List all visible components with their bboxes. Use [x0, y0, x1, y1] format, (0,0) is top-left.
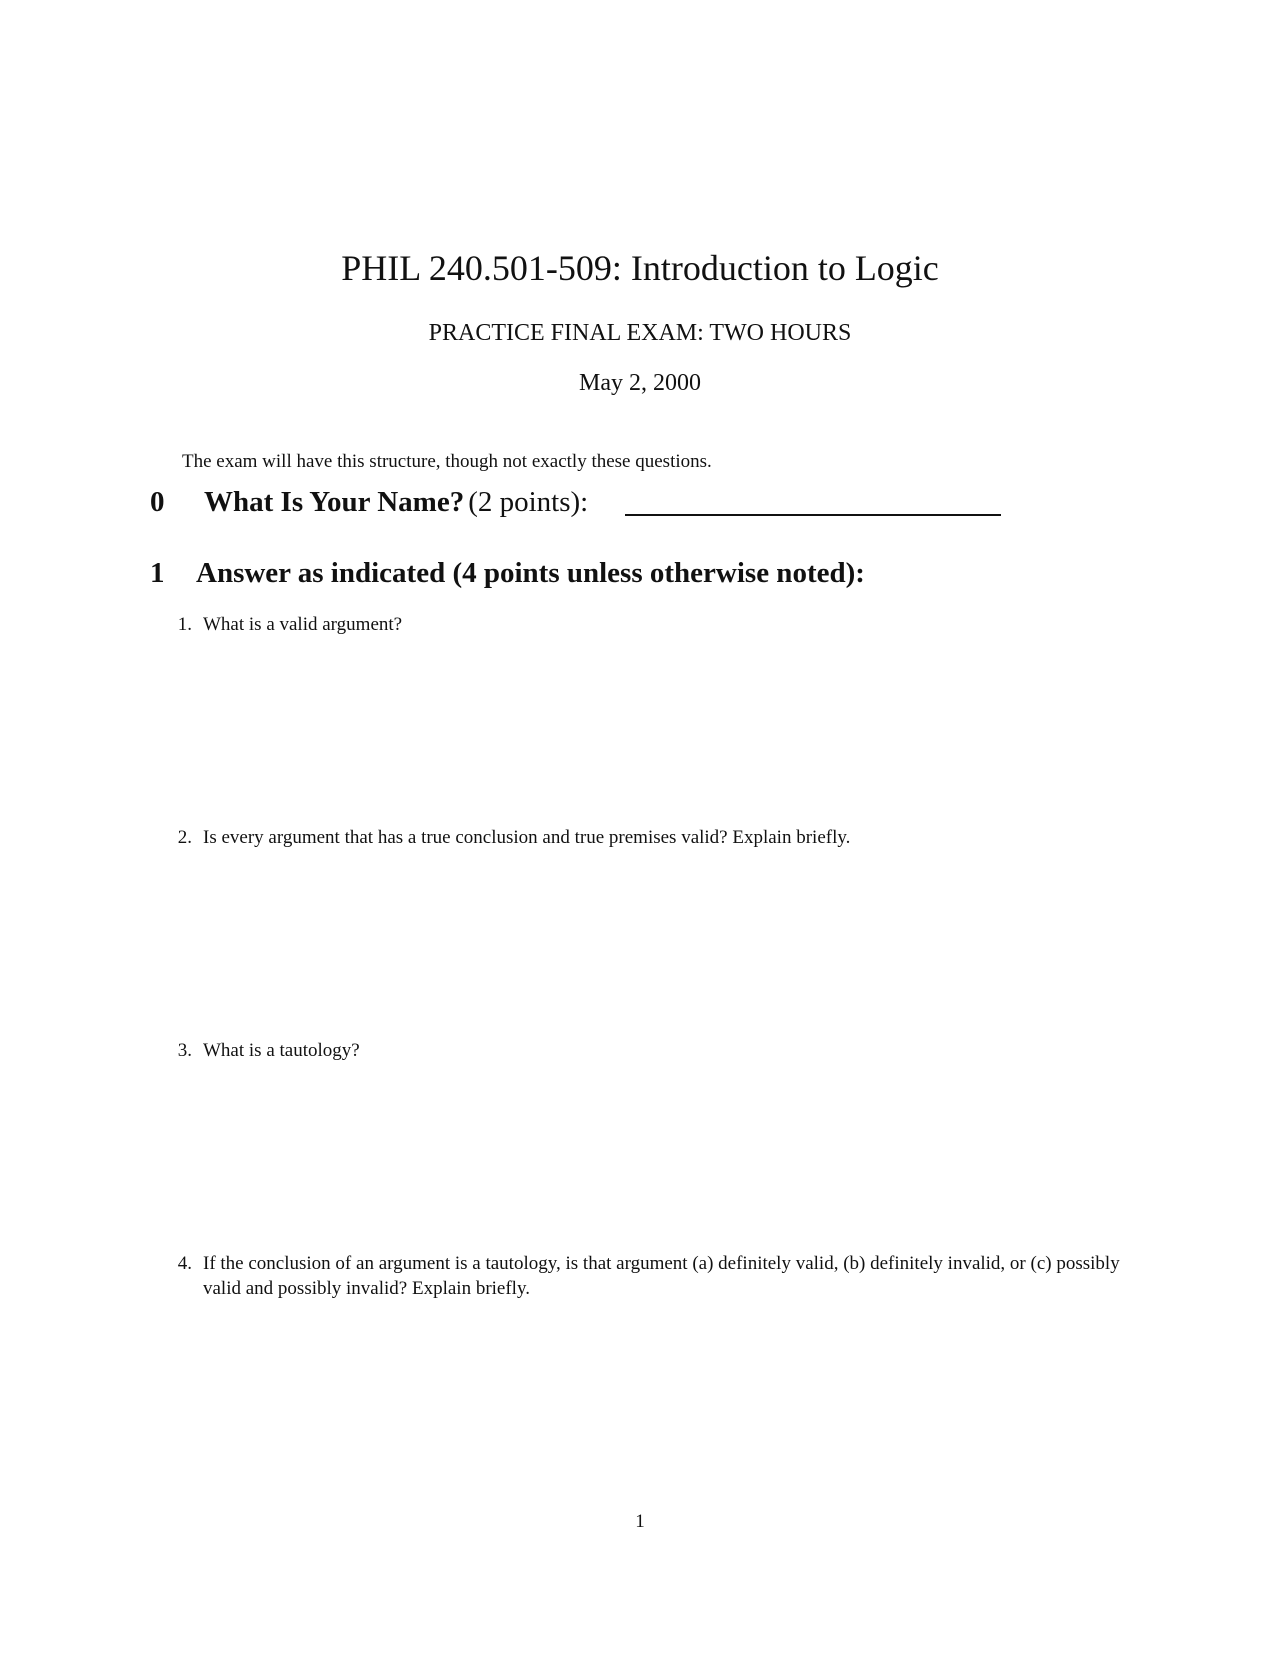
section-0-number: 0 — [150, 486, 165, 518]
page-title: PHIL 240.501-509: Introduction to Logic — [341, 248, 939, 288]
question-1-text: What is a valid argument? — [203, 614, 403, 635]
intro-text: The exam will have this structure, though not exactly these questions. — [182, 451, 712, 472]
question-3-text: What is a tautology? — [203, 1040, 360, 1061]
exam-date: May 2, 2000 — [579, 370, 701, 396]
section-1-number: 1 — [150, 557, 165, 589]
exam-subtitle: PRACTICE FINAL EXAM: TWO HOURS — [428, 320, 852, 346]
question-1-number: 1. — [177, 614, 192, 635]
section-0-points: (2 points): — [468, 486, 589, 518]
section-0-title: What Is Your Name? — [204, 486, 465, 518]
question-2-number: 2. — [177, 827, 192, 848]
question-2-text: Is every argument that has a true conclusion and true premises valid? Explain briefly. — [203, 827, 851, 848]
question-4-text: If the conclusion of an argument is a tautology, is that argument (a) definitely valid, (b) definitely invalid, or (c) possibly valid and possibly invalid? Explain briefly. — [203, 1253, 1120, 1299]
question-4-number: 4. — [177, 1253, 192, 1274]
page-number: 1 — [635, 1511, 645, 1532]
section-0-heading — [204, 485, 588, 519]
question-3-number: 3. — [177, 1040, 192, 1061]
section-1-title: Answer as indicated (4 points unless otherwise noted): — [196, 557, 865, 589]
name-answer-line[interactable] — [625, 514, 1001, 516]
